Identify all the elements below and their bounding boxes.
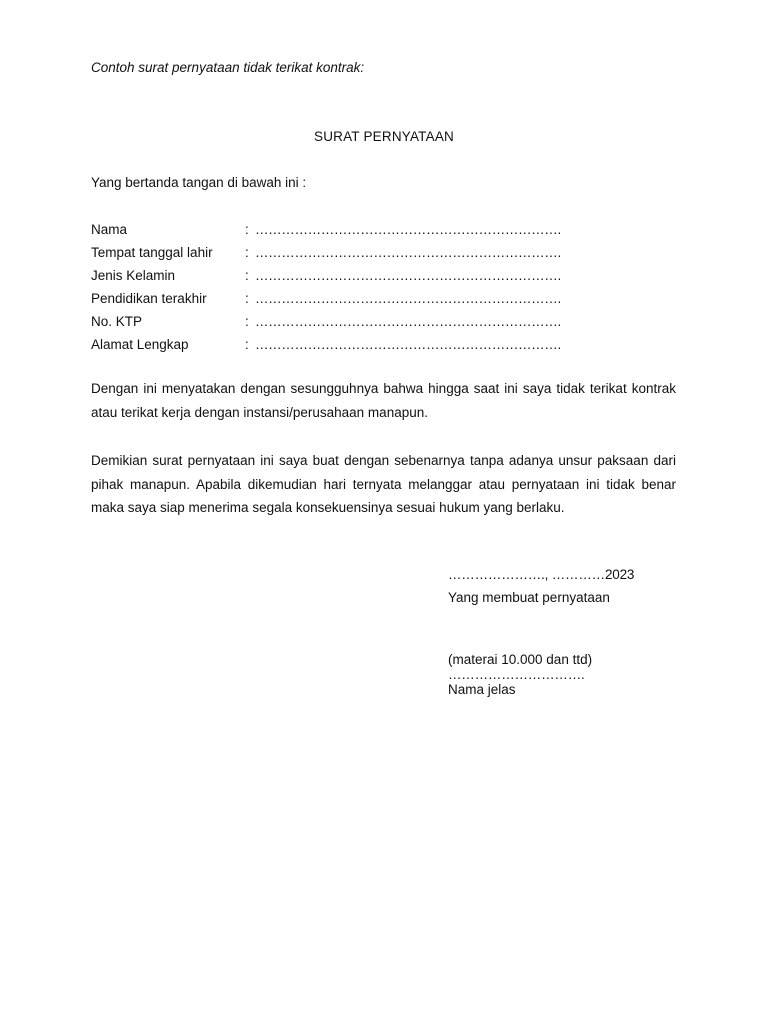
field-blank: …………………………………………………………….: [255, 291, 561, 306]
signature-place-date: …………………., …………2023: [448, 567, 635, 582]
field-colon: :: [245, 337, 249, 352]
field-label: Tempat tanggal lahir: [91, 245, 213, 260]
field-row-alamat-lengkap: [91, 336, 611, 359]
field-blank: …………………………………………………………….: [255, 314, 561, 329]
identity-fields: [91, 221, 611, 359]
field-blank: …………………………………………………………….: [255, 245, 561, 260]
signature-materai-note: (materai 10.000 dan ttd): [448, 652, 593, 667]
field-blank: …………………………………………………………….: [255, 337, 561, 352]
statement-paragraph: Dengan ini menyatakan dengan sesungguhnya bahwa hingga saat ini saya tidak terikat kontrak atau terikat kerja dengan instansi/perusahaan manapun.: [91, 381, 676, 420]
field-colon: :: [245, 314, 249, 329]
intro-text: Contoh surat pernyataan tidak terikat kontrak:: [91, 60, 365, 75]
signature-name-label: Nama jelas: [448, 682, 516, 697]
field-label: Nama: [91, 222, 128, 237]
field-colon: :: [245, 245, 249, 260]
field-label: No. KTP: [91, 314, 143, 329]
closing-paragraph: Demikian surat pernyataan ini saya buat dengan sebenarnya tanpa adanya unsur paksaan dari pihak manapun. Apabila dikemudian hari ternyata melanggar atau pernyataan ini tidak benar maka saya siap menerima segala konsekuensinya sesuai hukum yang berlaku.: [91, 453, 676, 515]
field-colon: :: [245, 268, 249, 283]
document-title: SURAT PERNYATAAN: [314, 129, 454, 144]
field-row-nama: [91, 221, 611, 244]
field-row-no-ktp: [91, 313, 611, 336]
field-blank: …………………………………………………………….: [255, 268, 561, 283]
signature-line: ………………………….: [448, 667, 585, 682]
field-label: Pendidikan terakhir: [91, 291, 207, 306]
field-row-jenis-kelamin: [91, 267, 611, 290]
field-colon: :: [245, 222, 249, 237]
field-colon: :: [245, 291, 249, 306]
field-label: Alamat Lengkap: [91, 337, 189, 352]
field-row-pendidikan-terakhir: [91, 290, 611, 313]
opening-text: Yang bertanda tangan di bawah ini :: [91, 175, 307, 190]
signature-maker-label: Yang membuat pernyataan: [448, 590, 610, 605]
field-label: Jenis Kelamin: [91, 268, 176, 283]
field-row-tempat-tanggal-lahir: [91, 244, 611, 267]
field-blank: …………………………………………………………….: [255, 222, 561, 237]
